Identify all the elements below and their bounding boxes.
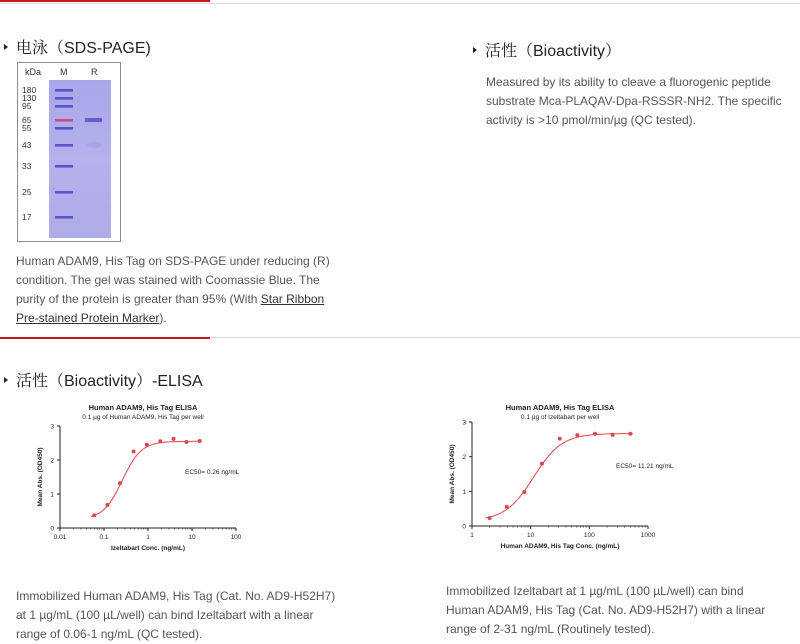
elisa-right-caption-line: Human ADAM9, His Tag (Cat. No. AD9-H52H7) with a linear [446,603,766,617]
marker-kda-label: 180 [22,85,37,95]
sample-band-r [85,118,102,122]
chart-title: Human ADAM9, His Tag ELISA [505,403,615,412]
x-tick-label: 1 [470,532,474,539]
sds-caption-line: condition. The gel was stained with Coomassie Blue. The [16,273,320,287]
y-tick-label: 2 [50,457,54,465]
section-divider [0,337,800,339]
y-tick-label: 3 [462,419,466,427]
marker-band [55,97,73,100]
y-tick-label: 0 [50,525,54,533]
bioactivity-description [486,73,786,130]
marker-band [55,119,73,122]
elisa-left-caption-line: range of 0.06-1 ng/mL (QC tested). [16,627,203,641]
data-point [118,481,122,485]
data-point [488,516,492,520]
marker-kda-label: 17 [22,212,32,222]
data-point [505,505,509,509]
ec50-annotation: EC50= 0.26 ng/mL [185,469,240,476]
data-point [522,490,526,494]
marker-band [55,105,73,108]
bioactivity-title: 活性（Bioactivity） [485,43,622,60]
ec50-annotation: EC50= 11.21 ng/mL [616,463,674,470]
x-tick-label: 100 [230,534,242,541]
marker-band [55,144,73,147]
bioactivity-line: substrate Mca-PLAQAV-Dpa-RSSSR-NH2. The specific [486,94,782,108]
x-tick-label: 0.01 [53,534,67,541]
marker-kda-label: 65 [22,115,32,125]
data-point [172,437,176,441]
marker-kda-label: 55 [22,123,32,133]
x-axis-label: Human ADAM9, His Tag Conc. (ng/mL) [500,543,620,550]
star-ribbon-link[interactable]: Star Ribbon [260,292,325,306]
sds-caption-line: purity of the protein is greater than 95% (With [16,292,261,306]
sds-caption [16,252,356,328]
data-point [158,439,162,443]
bullet-triangle-icon [4,377,8,383]
elisa-right-caption-line: range of 2-31 ng/mL (Routinely tested). [446,622,655,636]
bullet-triangle-icon [4,44,8,50]
elisa-right-caption [446,582,786,639]
x-tick-label: 10 [188,534,196,541]
data-point [145,443,149,447]
chart-subtitle: 0.1 µg of Izeltabart per well [520,414,600,421]
data-point [92,513,96,517]
marker-kda-label: 33 [22,161,32,171]
x-tick-label: 1 [146,534,150,541]
data-point [558,437,562,441]
elisa-heading [4,368,203,391]
gel-lane-r-label: R [91,67,98,77]
data-point [185,440,189,444]
marker-kda-label: 25 [22,187,32,197]
elisa-left-caption [16,587,376,644]
elisa-right-caption-line: Immobilized Izeltabart at 1 µg/mL (100 µL/well) can bind [446,584,744,598]
data-point [628,432,632,436]
bullet-triangle-icon [473,47,477,53]
x-tick-label: 10 [527,532,535,539]
gel-body [49,80,111,238]
x-axis-label: Izeltabart Conc. (ng/mL) [110,545,186,552]
bioactivity-line: activity is >10 pmol/min/µg (QC tested). [486,113,696,127]
y-tick-label: 0 [462,523,466,531]
data-point [198,439,202,443]
marker-band [55,165,73,168]
elisa-left-caption-line: Immobilized Human ADAM9, His Tag (Cat. No. AD9-H52H7) [16,589,336,603]
sample-faint-band [87,142,101,148]
marker-band [55,191,73,194]
x-tick-label: 100 [583,532,595,539]
data-point [593,432,597,436]
y-tick-label: 1 [50,491,54,499]
marker-band [55,127,73,130]
sds-caption-line: Human ADAM9, His Tag on SDS-PAGE under reducing (R) [16,254,330,268]
marker-kda-label: 43 [22,140,32,150]
top-rule [0,0,800,4]
sds-page-heading [4,35,151,58]
marker-kda-label: 130 [22,93,37,103]
elisa-title: 活性（Bioactivity）-ELISA [16,373,203,390]
y-tick-label: 2 [462,454,466,462]
bioactivity-heading [473,38,621,61]
data-point [132,450,136,454]
data-point [540,462,544,466]
marker-band [55,89,73,92]
data-point [105,503,109,507]
y-axis-label: Mean Abs. (OD450) [37,447,44,507]
sds-gel-image [17,62,121,242]
elisa-chart-left [20,398,300,564]
elisa-chart-right [430,398,710,564]
chart-title: Human ADAM9, His Tag ELISA [88,403,198,412]
data-point [611,433,615,437]
data-point [575,433,579,437]
x-tick-label: 1000 [640,532,656,539]
marker-band [55,216,73,219]
y-axis-label: Mean Abs. (OD450) [449,444,456,504]
sds-caption-end: ). [159,311,167,325]
gel-lane-m-label: M [60,67,68,77]
gel-kda-label: kDa [25,67,42,77]
x-tick-label: 0.1 [99,534,109,541]
marker-kda-label: 95 [22,101,32,111]
marker-link[interactable]: Pre-stained Protein Marker [16,311,160,325]
sds-page-title: 电泳（SDS-PAGE) [16,40,151,57]
chart-subtitle: 0.1 µg of Human ADAM9, His Tag per well [82,414,204,421]
elisa-left-caption-line: at 1 µg/mL (100 µL/well) can bind Izeltabart with a linear [16,608,314,622]
y-tick-label: 3 [50,423,54,431]
y-tick-label: 1 [462,488,466,496]
bioactivity-line: Measured by its ability to cleave a fluorogenic peptide [486,75,771,89]
